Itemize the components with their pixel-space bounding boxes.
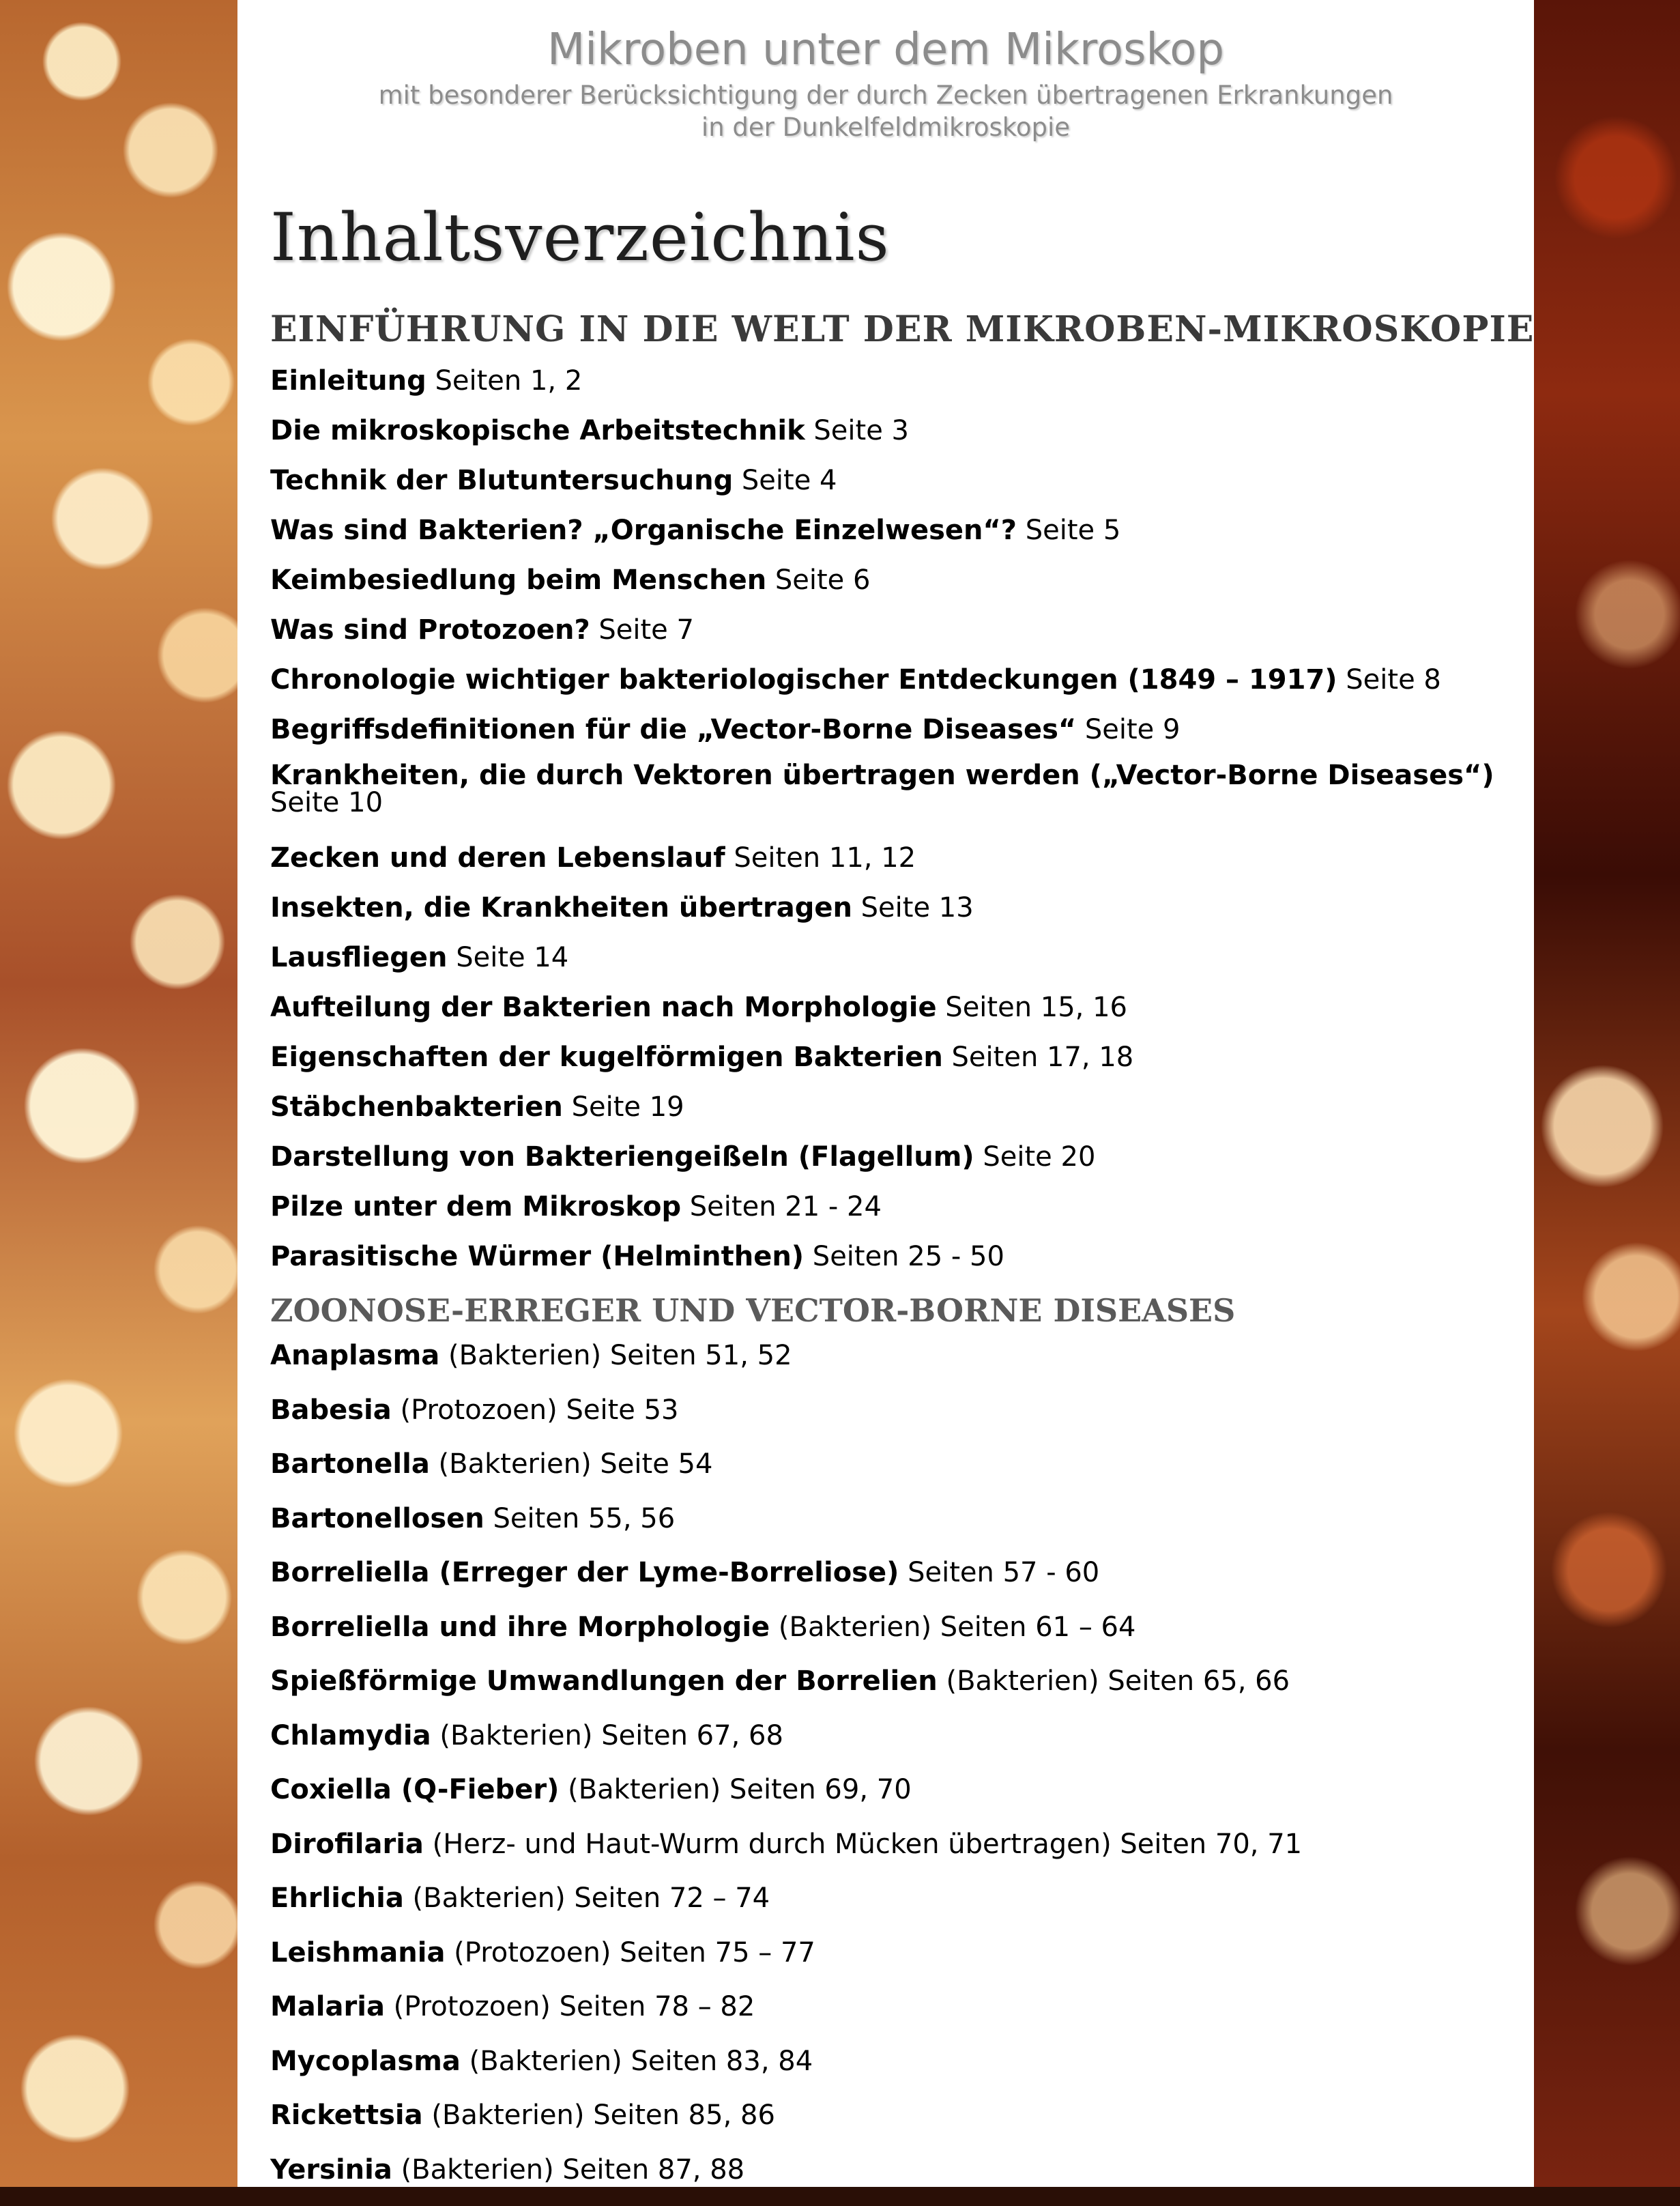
microscopy-background-right — [1534, 0, 1680, 2187]
toc-entry: Borreliella und ihre Morphologie (Bakterien) Seiten 61 – 64 — [270, 1609, 1512, 1664]
toc-entry: Chlamydia (Bakterien) Seiten 67, 68 — [270, 1718, 1512, 1773]
toc-entry: Einleitung Seiten 1, 2 — [270, 363, 1512, 413]
microscopy-background-left — [0, 0, 237, 2187]
toc-title: Inhaltsverzeichnis — [270, 199, 890, 276]
toc-entry: Anaplasma (Bakterien) Seiten 51, 52 — [270, 1338, 1512, 1392]
toc-entry: Bartonellosen Seiten 55, 56 — [270, 1501, 1512, 1556]
toc-entry: Coxiella (Q-Fieber) (Bakterien) Seiten 69, 70 — [270, 1772, 1512, 1827]
toc-entry: Zecken und deren Lebenslauf Seiten 11, 12 — [270, 840, 1512, 890]
toc-entry: Insekten, die Krankheiten übertragen Seite 13 — [270, 890, 1512, 940]
toc-entry: Keimbesiedlung beim Menschen Seite 6 — [270, 562, 1512, 612]
toc-entry: Borreliella (Erreger der Lyme-Borreliose) Seiten 57 - 60 — [270, 1555, 1512, 1609]
toc-entry: Begriffsdefinitionen für die „Vector-Borne Diseases“ Seite 9 — [270, 712, 1512, 762]
toc-entry: Rickettsia (Bakterien) Seiten 85, 86 — [270, 2097, 1512, 2152]
document-subtitle-line2: in der Dunkelfeldmikroskopie — [237, 113, 1534, 142]
toc-entry: Stäbchenbakterien Seite 19 — [270, 1089, 1512, 1139]
section-heading-introduction: EINFÜHRUNG IN DIE WELT DER MIKROBEN-MIKROSKOPIE — [270, 309, 1534, 350]
toc-entry: Darstellung von Bakteriengeißeln (Flagellum) Seite 20 — [270, 1139, 1512, 1189]
toc-entry: Technik der Blutuntersuchung Seite 4 — [270, 463, 1512, 513]
toc-list-zoonoses — [270, 1338, 1512, 2206]
toc-entry: Lausfliegen Seite 14 — [270, 940, 1512, 990]
document-subtitle-line1: mit besonderer Berücksichtigung der durch Zecken übertragenen Erkrankungen — [237, 81, 1534, 110]
toc-entry: Yersinia (Bakterien) Seiten 87, 88 — [270, 2152, 1512, 2206]
toc-entry: Bartonella (Bakterien) Seite 54 — [270, 1446, 1512, 1501]
document-title: Mikroben unter dem Mikroskop — [237, 25, 1534, 75]
toc-entry: Was sind Protozoen? Seite 7 — [270, 612, 1512, 662]
toc-entry: Spießförmige Umwandlungen der Borrelien (Bakterien) Seiten 65, 66 — [270, 1663, 1512, 1718]
toc-entry: Aufteilung der Bakterien nach Morphologie Seiten 15, 16 — [270, 990, 1512, 1040]
document-page — [237, 0, 1534, 2187]
toc-entry: Parasitische Würmer (Helminthen) Seiten 25 - 50 — [270, 1239, 1512, 1289]
toc-entry: Krankheiten, die durch Vektoren übertragen werden („Vector-Borne Diseases“) Seite 10 — [270, 762, 1512, 840]
toc-entry: Mycoplasma (Bakterien) Seiten 83, 84 — [270, 2044, 1512, 2098]
toc-entry: Dirofilaria (Herz- und Haut-Wurm durch Mücken übertragen) Seiten 70, 71 — [270, 1827, 1512, 1881]
toc-entry: Die mikroskopische Arbeitstechnik Seite 3 — [270, 413, 1512, 463]
toc-entry: Was sind Bakterien? „Organische Einzelwesen“? Seite 5 — [270, 513, 1512, 562]
toc-entry: Chronologie wichtiger bakteriologischer Entdeckungen (1849 – 1917) Seite 8 — [270, 662, 1512, 712]
toc-entry: Ehrlichia (Bakterien) Seiten 72 – 74 — [270, 1880, 1512, 1935]
toc-entry: Malaria (Protozoen) Seiten 78 – 82 — [270, 1989, 1512, 2044]
toc-entry: Pilze unter dem Mikroskop Seiten 21 - 24 — [270, 1189, 1512, 1239]
toc-entry: Leishmania (Protozoen) Seiten 75 – 77 — [270, 1935, 1512, 1990]
toc-entry: Eigenschaften der kugelförmigen Bakterien Seiten 17, 18 — [270, 1040, 1512, 1089]
toc-list-introduction — [270, 363, 1512, 1289]
section-heading-zoonoses: ZOONOSE-ERREGER UND VECTOR-BORNE DISEASES — [270, 1292, 1235, 1329]
toc-entry: Babesia (Protozoen) Seite 53 — [270, 1392, 1512, 1447]
